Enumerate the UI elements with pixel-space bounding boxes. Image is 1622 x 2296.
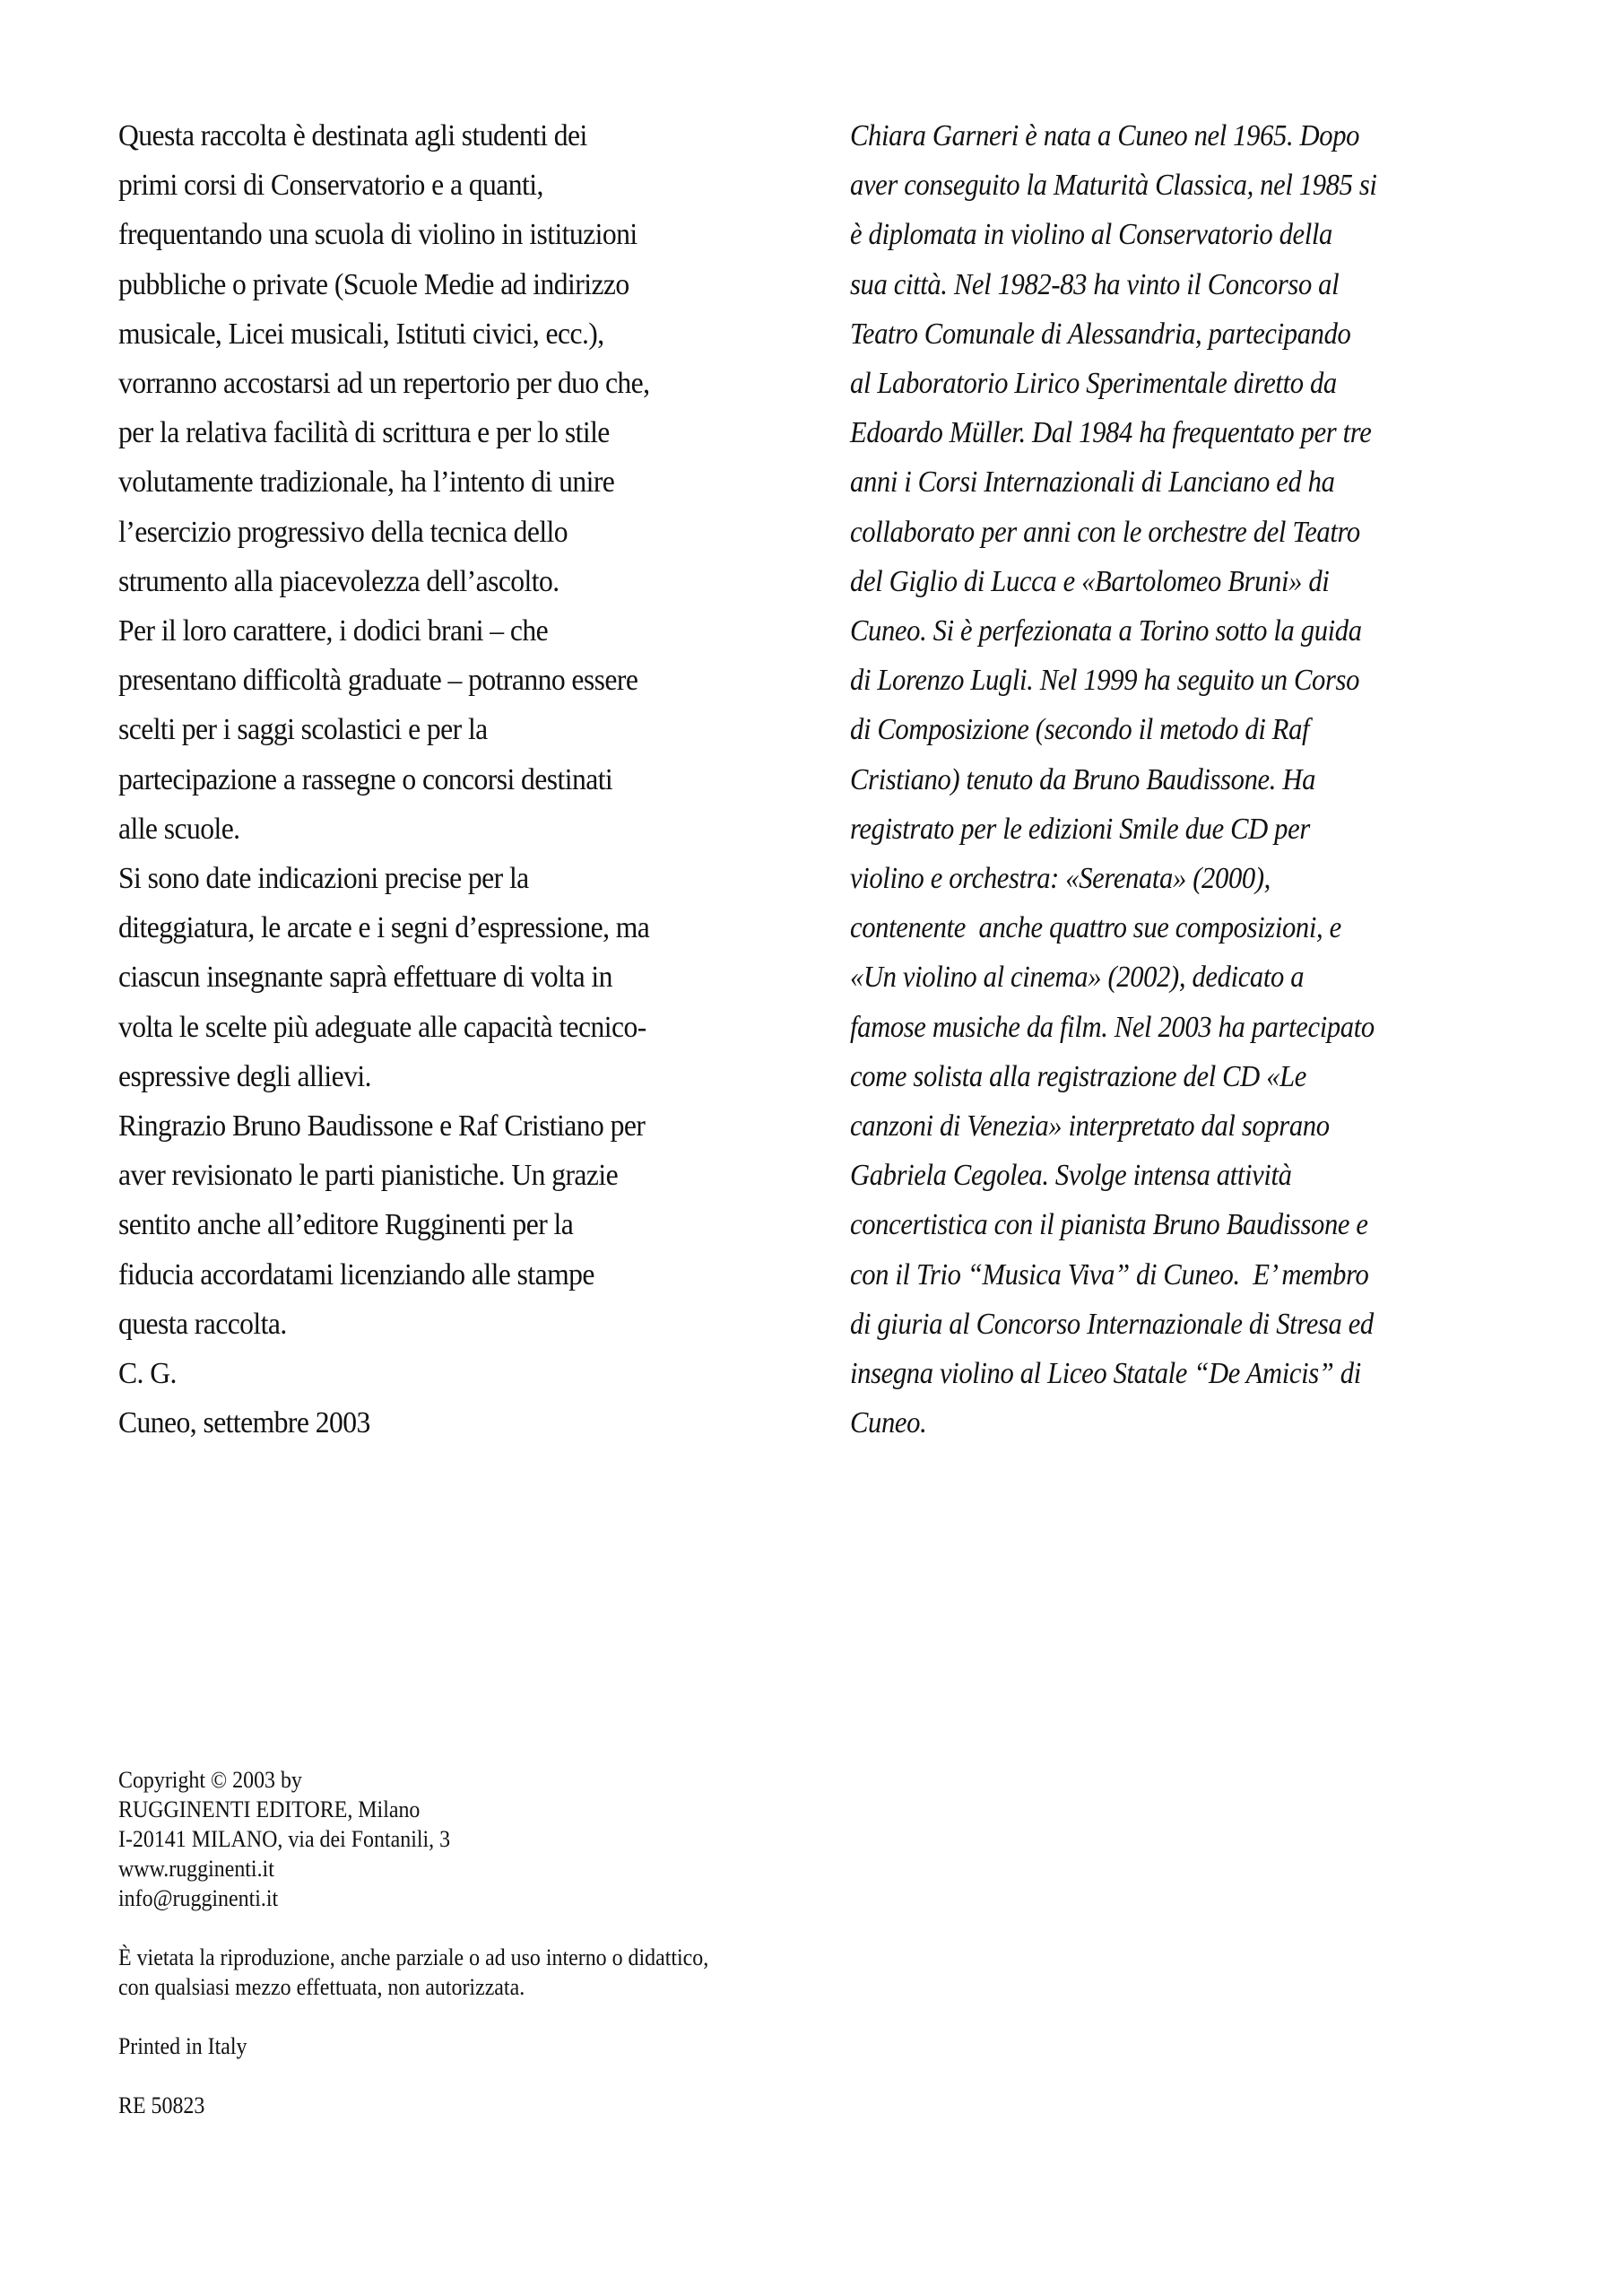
biography-line: come solista alla registrazione del CD «Le [850,1059,1307,1093]
preface-line: Ringrazio Bruno Baudissone e Raf Cristiano per [118,1109,646,1144]
biography-line: registrato per le edizioni Smile due CD per [850,812,1310,846]
biography-line: collaborato per anni con le orchestre del Teatro [850,515,1360,549]
copyright-notice: Copyright © 2003 by [118,1767,302,1793]
biography-line: concertistica con il pianista Bruno Baudissone e [850,1208,1368,1242]
preface-line: partecipazione a rassegne o concorsi destinati [118,762,613,796]
spacer [118,2061,1015,2091]
biography-line: anni i Corsi Internazionali di Lanciano ed ha [850,465,1335,500]
preface-line: scelti per i saggi scolastici e per la [118,713,488,747]
preface-line: alle scuole. [118,812,240,846]
reproduction-notice: È vietata la riproduzione, anche parziale o ad uso interno o didattico, [118,1944,709,1970]
biography-line: contenente anche quattro sue composizioni, e [850,911,1341,945]
biography-line: di Lorenzo Lugli. Nel 1999 ha seguito un Corso [850,664,1360,698]
preface-line: pubbliche o private (Scuole Medie ad indirizzo [118,267,629,301]
biography-line: Cristiano) tenuto da Bruno Baudissone. Ha [850,762,1316,796]
preface-line: primi corsi di Conservatorio e a quanti, [118,169,543,203]
biography-line: sua città. Nel 1982-83 ha vinto il Concorso al [850,267,1340,301]
publisher-name: RUGGINENTI EDITORE, Milano [118,1796,421,1822]
preface-line: presentano difficoltà graduate – potranno essere [118,664,638,698]
preface-line: l’esercizio progressivo della tecnica dello [118,515,568,549]
publisher-imprint [118,1765,1015,2120]
biography-line: Teatro Comunale di Alessandria, partecipando [850,317,1351,351]
preface-line: Si sono date indicazioni precise per la [118,862,529,896]
printed-in: Printed in Italy [118,2033,247,2059]
preface-column [118,111,800,1448]
biography-line: canzoni di Venezia» interpretato dal soprano [850,1109,1330,1144]
preface-line: ciascun insegnante saprà effettuare di volta in [118,961,612,995]
preface-line: vorranno accostarsi ad un repertorio per duo che, [118,367,650,401]
biography-line: al Laboratorio Lirico Sperimentale diretto da [850,367,1337,401]
biography-line: è diplomata in violino al Conservatorio della [850,218,1332,252]
biography-line: insegna violino al Liceo Statale “De Amicis” di [850,1357,1361,1391]
preface-line: aver revisionato le parti pianistiche. Un grazie [118,1159,619,1193]
biography-line: violino e orchestra: «Serenata» (2000), [850,862,1271,896]
place-date: Cuneo, settembre 2003 [118,1406,370,1440]
biography-line: «Un violino al cinema» (2002), dedicato a [850,961,1305,995]
preface-line: strumento alla piacevolezza dell’ascolto. [118,564,559,598]
preface-line: Per il loro carattere, i dodici brani – che [118,614,549,648]
spacer [118,2002,1015,2031]
preface-line: diteggiatura, le arcate e i segni d’espressione, ma [118,911,650,945]
preface-line: volutamente tradizionale, ha l’intento di unire [118,465,615,500]
biography-column [850,111,1549,1448]
biography-line: del Giglio di Lucca e «Bartolomeo Bruni» di [850,564,1330,598]
preface-line: questa raccolta. [118,1307,287,1341]
preface-line: fiducia accordatami licenziando alle stampe [118,1257,594,1292]
publisher-address: I-20141 MILANO, via dei Fontanili, 3 [118,1826,451,1852]
biography-line: di Composizione (secondo il metodo di Raf [850,713,1310,747]
spacer [118,1913,1015,1943]
preface-line: sentito anche all’editore Rugginenti per la [118,1208,574,1242]
publisher-website: www.rugginenti.it [118,1856,274,1882]
publisher-email: info@rugginenti.it [118,1885,279,1911]
biography-line: Chiara Garneri è nata a Cuneo nel 1965. Dopo [850,119,1360,152]
preface-line: frequentando una scuola di violino in istituzioni [118,218,638,252]
biography-line: Gabriela Cegolea. Svolge intensa attività [850,1159,1292,1193]
catalog-number: RE 50823 [118,2092,205,2118]
biography-line: con il Trio “Musica Viva” di Cuneo. E’ membro [850,1257,1369,1292]
preface-line: Questa raccolta è destinata agli studenti dei [118,119,587,152]
biography-line: famose musiche da film. Nel 2003 ha partecipato [850,1010,1375,1044]
biography-line: di giuria al Concorso Internazionale di Stresa ed [850,1307,1374,1341]
preface-line: espressive degli allievi. [118,1059,371,1093]
preface-line: musicale, Licei musicali, Istituti civici, ecc.), [118,317,604,351]
biography-line: Edoardo Müller. Dal 1984 ha frequentato per tre [850,416,1372,450]
preface-line: per la relativa facilità di scrittura e per lo stile [118,416,610,450]
biography-line: aver conseguito la Maturità Classica, nel 1985 si [850,169,1377,203]
preface-line: volta le scelte più adeguate alle capacità tecnico- [118,1010,646,1044]
reproduction-notice: con qualsiasi mezzo effettuata, non autorizzata. [118,1974,525,2000]
biography-line: Cuneo. [850,1406,927,1440]
biography-line: Cuneo. Si è perfezionata a Torino sotto la guida [850,614,1362,648]
author-signature: C. G. [118,1357,177,1391]
